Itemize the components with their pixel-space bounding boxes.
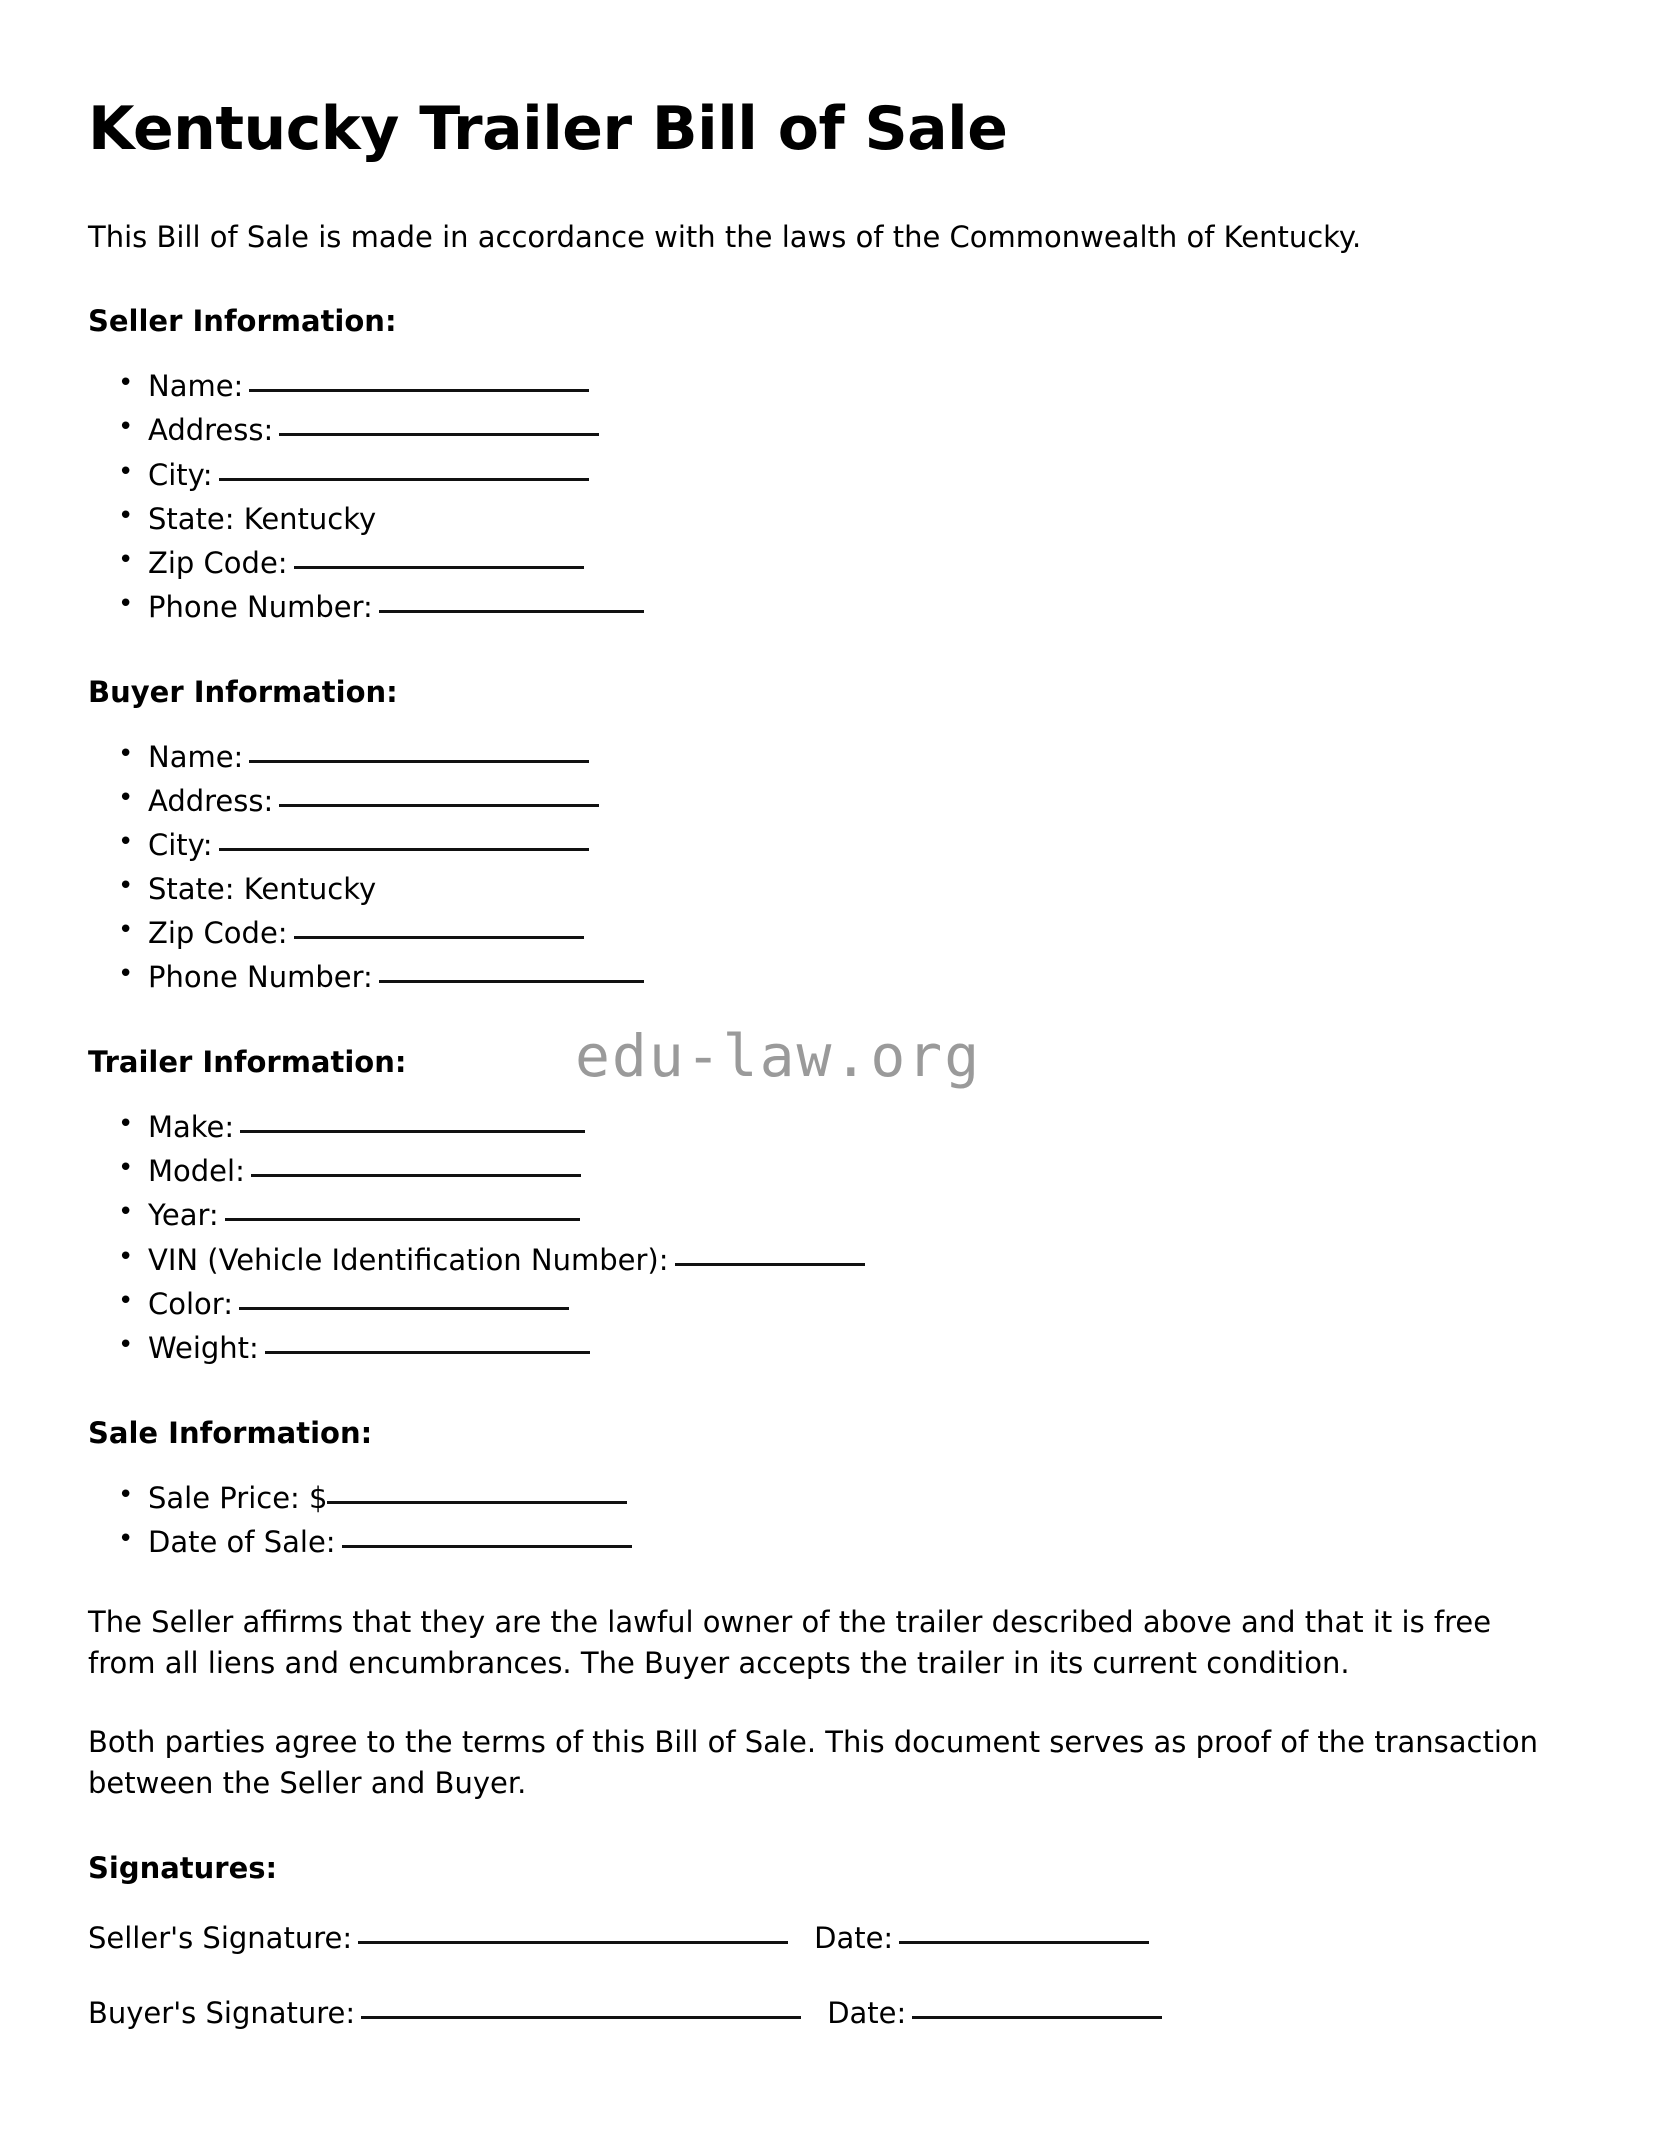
field-blank-line[interactable] bbox=[379, 980, 644, 983]
field-label: City: bbox=[148, 827, 213, 862]
field-blank-line[interactable] bbox=[219, 848, 589, 851]
field-label: Sale Price: $ bbox=[148, 1480, 328, 1515]
signature-blank-line[interactable] bbox=[358, 1941, 788, 1944]
field-label: Model: bbox=[148, 1154, 245, 1189]
field-label: Zip Code: bbox=[148, 545, 288, 580]
field-blank-line[interactable] bbox=[294, 936, 584, 939]
field-label: Date of Sale: bbox=[148, 1524, 336, 1559]
field-label: Zip Code: bbox=[148, 916, 288, 951]
affirmation-paragraph-2: Both parties agree to the terms of this Bill of Sale. This document serves as proof of the transaction between the Seller and Buyer. bbox=[88, 1725, 1539, 1801]
field-label: City: bbox=[148, 457, 213, 492]
field-label: Weight: bbox=[148, 1330, 259, 1365]
field-row bbox=[148, 911, 1576, 955]
page-title: Kentucky Trailer Bill of Sale bbox=[88, 94, 1008, 164]
affirmation-paragraph-1: The Seller affirms that they are the lawful owner of the trailer described above and that it is free from all liens and encumbrances. The Buyer accepts the trailer in its current condition. bbox=[88, 1604, 1492, 1681]
trailer-field-list bbox=[88, 1105, 1576, 1369]
field-label: Name: bbox=[148, 369, 244, 404]
field-value: Kentucky bbox=[234, 872, 377, 907]
field-row bbox=[148, 364, 1576, 408]
field-label: Phone Number: bbox=[148, 589, 373, 624]
field-row bbox=[148, 735, 1576, 779]
field-label: Color: bbox=[148, 1286, 233, 1321]
field-value: Kentucky bbox=[234, 501, 377, 536]
field-row bbox=[148, 1326, 1576, 1370]
signature-row bbox=[88, 1917, 1576, 1961]
field-row bbox=[148, 779, 1576, 823]
field-blank-line[interactable] bbox=[240, 1130, 585, 1133]
date-label: Date: bbox=[814, 1920, 894, 1955]
field-row bbox=[148, 1105, 1576, 1149]
signature-label: Seller's Signature: bbox=[88, 1920, 353, 1955]
field-blank-line[interactable] bbox=[239, 1307, 569, 1310]
field-label: Address: bbox=[148, 783, 274, 818]
date-label: Date: bbox=[827, 1996, 907, 2031]
trailer-section-heading: Trailer Information: bbox=[88, 1045, 407, 1080]
buyer-section-heading: Buyer Information: bbox=[88, 674, 398, 709]
seller-section-heading: Seller Information: bbox=[88, 304, 397, 339]
field-label: Year: bbox=[148, 1198, 219, 1233]
field-blank-line[interactable] bbox=[675, 1263, 865, 1266]
field-blank-line[interactable] bbox=[219, 478, 589, 481]
date-blank-line[interactable] bbox=[912, 2016, 1162, 2019]
field-blank-line[interactable] bbox=[379, 610, 644, 613]
buyer-field-list bbox=[88, 735, 1576, 999]
signature-rows bbox=[88, 1917, 1576, 2036]
intro-paragraph: This Bill of Sale is made in accordance with the laws of the Commonwealth of Kentucky. bbox=[88, 220, 1362, 255]
field-row bbox=[148, 1238, 1576, 1282]
field-label: State: bbox=[148, 872, 235, 907]
sale-field-list bbox=[88, 1476, 1576, 1564]
field-label: VIN (Vehicle Identification Number): bbox=[148, 1242, 669, 1277]
field-blank-line[interactable] bbox=[327, 1501, 627, 1504]
field-blank-line[interactable] bbox=[251, 1174, 581, 1177]
field-blank-line[interactable] bbox=[249, 389, 589, 392]
field-label: Name: bbox=[148, 739, 244, 774]
field-row bbox=[148, 585, 1576, 629]
field-row bbox=[148, 823, 1576, 867]
field-row bbox=[148, 1193, 1576, 1237]
field-label: Phone Number: bbox=[148, 960, 373, 995]
field-row bbox=[148, 1282, 1576, 1326]
field-blank-line[interactable] bbox=[342, 1545, 632, 1548]
field-row bbox=[148, 1149, 1576, 1193]
field-row bbox=[148, 955, 1576, 999]
signature-row bbox=[88, 1992, 1576, 2036]
field-row bbox=[148, 408, 1576, 452]
field-blank-line[interactable] bbox=[249, 760, 589, 763]
watermark-text: edu-law.org bbox=[575, 1022, 982, 1090]
sale-section-heading: Sale Information: bbox=[88, 1415, 373, 1450]
field-row bbox=[148, 1476, 1576, 1520]
seller-field-list bbox=[88, 364, 1576, 628]
field-label: Make: bbox=[148, 1110, 235, 1145]
field-row bbox=[148, 453, 1576, 497]
field-row bbox=[148, 541, 1576, 585]
field-blank-line[interactable] bbox=[294, 566, 584, 569]
field-row bbox=[148, 497, 1576, 541]
field-label: Address: bbox=[148, 413, 274, 448]
field-blank-line[interactable] bbox=[265, 1351, 590, 1354]
date-blank-line[interactable] bbox=[899, 1941, 1149, 1944]
signature-label: Buyer's Signature: bbox=[88, 1996, 356, 2031]
field-blank-line[interactable] bbox=[279, 433, 599, 436]
field-row bbox=[148, 867, 1576, 911]
signatures-heading: Signatures: bbox=[88, 1850, 278, 1885]
field-blank-line[interactable] bbox=[225, 1218, 580, 1221]
field-row bbox=[148, 1520, 1576, 1564]
field-blank-line[interactable] bbox=[279, 804, 599, 807]
signatures-block bbox=[88, 1851, 1576, 2036]
signature-blank-line[interactable] bbox=[361, 2016, 801, 2019]
field-label: State: bbox=[148, 501, 235, 536]
